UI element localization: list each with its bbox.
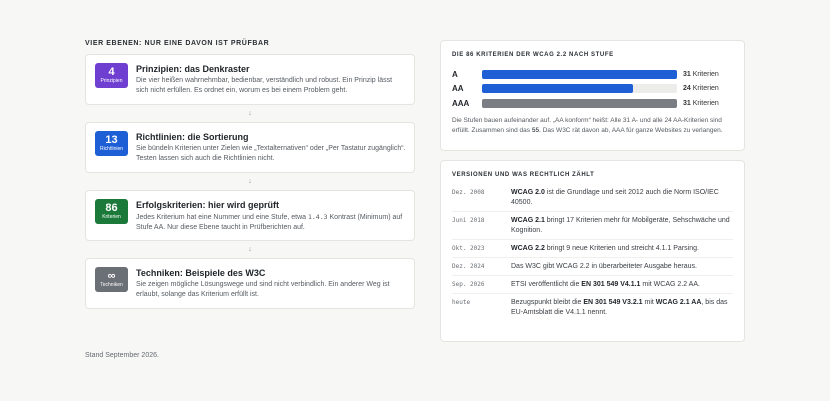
level-bar-track: [482, 99, 677, 108]
count-value: 31: [683, 99, 691, 107]
level-bar-fill: [482, 84, 633, 93]
version-text: [511, 216, 733, 236]
version-highlight: WCAG 2.2: [511, 245, 545, 252]
level-count: [683, 71, 719, 78]
version-highlight: WCAG 2.0: [511, 189, 545, 196]
version-date: Dez. 2024: [452, 263, 485, 270]
version-row: [452, 240, 733, 258]
criteria-by-level-panel: [440, 40, 745, 151]
desc-text: Kontrast (Minimum) auf Stufe AA. Nur diese Ebene taucht in Prüfberichten auf.: [136, 214, 403, 231]
version-desc: ETSI veröffentlicht die: [511, 281, 582, 288]
level-bar-row: [452, 82, 733, 97]
version-desc: Das W3C gibt WCAG 2.2 in überarbeiteter Ausgabe heraus.: [511, 263, 697, 270]
version-row: [452, 212, 733, 240]
badge-number: ∞: [107, 270, 116, 282]
panel-title: VERSIONEN UND WAS RECHTLICH ZÄHLT: [452, 172, 595, 178]
panel-title: DIE 86 KRITERIEN DER WCAG 2.2 NACH STUFE: [452, 52, 614, 58]
version-date: Sep. 2026: [452, 281, 485, 288]
level-bars: [452, 67, 733, 111]
version-highlight: WCAG 2.1: [511, 217, 545, 224]
version-desc: bringt 9 neue Kriterien und streicht 4.1.1 Parsing.: [544, 245, 699, 252]
criterion-code: 1.4.3: [307, 213, 328, 221]
version-highlight: EN 301 549 V3.2.1: [583, 299, 643, 306]
badge-criteria: [95, 199, 128, 224]
version-desc: bringt 17 Kriterien mehr für Mobilgeräte, Sehschwäche und Kognition.: [511, 217, 730, 234]
version-desc: mit WCAG 2.2 AA.: [640, 281, 700, 288]
level-note: [452, 116, 733, 136]
version-row: [452, 258, 733, 276]
version-date: heute: [452, 299, 471, 306]
version-desc: , bis das EU-Amtsblatt die V4.1.1 nennt.: [511, 299, 728, 316]
version-highlight: WCAG 2.1 AA: [655, 299, 702, 306]
version-text: [511, 262, 733, 272]
badge-principles: [95, 63, 128, 88]
version-desc: mit: [642, 299, 656, 306]
level-card-guidelines: [85, 122, 415, 173]
level-label: AAA: [452, 98, 470, 108]
level-card-principles: [85, 54, 415, 105]
badge-number: 4: [108, 66, 115, 78]
level-count: [683, 85, 719, 92]
level-count: [683, 100, 719, 107]
card-title: Prinzipien: das Denkraster: [136, 64, 250, 74]
arrow-down-icon: ↓: [248, 110, 252, 117]
count-value: 31: [683, 70, 691, 78]
note-text: Die Stufen bauen aufeinander auf. „AA konform“ heißt: Alle 31 A- und alle 24 AA-Kriterien sind erfüllt. Zusammen sind das: [452, 116, 722, 134]
badge-label: Kriterien: [102, 214, 121, 220]
note-text: . Das W3C rät davon ab, AAA für ganze Websites zu verlangen.: [539, 126, 723, 134]
level-bar-row: [452, 67, 733, 82]
level-label: AA: [452, 84, 464, 94]
desc-text: Jedes Kriterium hat eine Nummer und eine Stufe, etwa: [136, 214, 308, 221]
versions-list: [452, 184, 733, 321]
versions-panel: [440, 160, 745, 342]
badge-label: Prinzipien: [100, 78, 123, 84]
card-title: Erfolgskriterien: hier wird geprüft: [136, 200, 280, 210]
badge-label: Techniken: [100, 282, 123, 288]
card-description: Die vier heißen wahrnehmbar, bedienbar, verständlich und robust. Ein Prinzip lässt sich nicht erfüllen. Es ordnet ein, worum es bei einem Problem geht.: [136, 77, 393, 94]
version-text: [511, 280, 733, 290]
version-text: [511, 188, 733, 208]
version-desc: Bezugspunkt bleibt die: [511, 299, 584, 306]
level-card-success-criteria: [85, 190, 415, 241]
badge-number: 86: [105, 202, 118, 214]
card-title: Techniken: Beispiele des W3C: [136, 268, 266, 278]
stand-note: Stand September 2026.: [85, 352, 159, 359]
version-row: [452, 184, 733, 212]
card-title: Richtlinien: die Sortierung: [136, 132, 249, 142]
badge-techniques: [95, 267, 128, 292]
level-card-techniques: [85, 258, 415, 309]
version-row: [452, 294, 733, 321]
version-date: Okt. 2023: [452, 245, 485, 252]
level-bar-track: [482, 84, 677, 93]
arrow-down-icon: ↓: [248, 178, 252, 185]
levels-column: [85, 40, 415, 309]
level-label: A: [452, 69, 458, 79]
count-unit: Kriterien: [690, 70, 719, 78]
version-highlight: EN 301 549 V4.1.1: [581, 281, 641, 288]
version-text: [511, 244, 733, 254]
badge-number: 13: [105, 134, 118, 146]
card-description: [136, 212, 406, 233]
arrow-down-icon: ↓: [248, 246, 252, 253]
level-bar-fill: [482, 70, 677, 79]
card-description: Sie bündeln Kriterien unter Zielen wie „Textalternativen“ oder „Per Tastatur zugänglich“. Testen lassen sich auch die Richtlinien nicht.: [136, 145, 406, 162]
version-row: [452, 276, 733, 294]
level-bar-fill: [482, 99, 677, 108]
version-desc: ist die Grundlage und seit 2012 auch die Norm ISO/IEC 40500.: [511, 189, 719, 206]
levels-heading: VIER EBENEN: NUR EINE DAVON IST PRÜFBAR: [85, 40, 270, 47]
card-description: Sie zeigen mögliche Lösungswege und sind nicht verbindlich. Ein anderer Weg ist erlaubt, solange das Kriterium erfüllt ist.: [136, 281, 390, 298]
count-value: 24: [683, 85, 691, 93]
count-unit: Kriterien: [690, 85, 719, 93]
level-bar-row: [452, 96, 733, 111]
version-date: Dez. 2008: [452, 189, 485, 196]
note-total: 55: [531, 126, 540, 134]
level-bar-track: [482, 70, 677, 79]
version-date: Juni 2018: [452, 217, 485, 224]
version-text: [511, 298, 733, 318]
count-unit: Kriterien: [690, 99, 719, 107]
badge-guidelines: [95, 131, 128, 156]
badge-label: Richtlinien: [99, 146, 124, 152]
